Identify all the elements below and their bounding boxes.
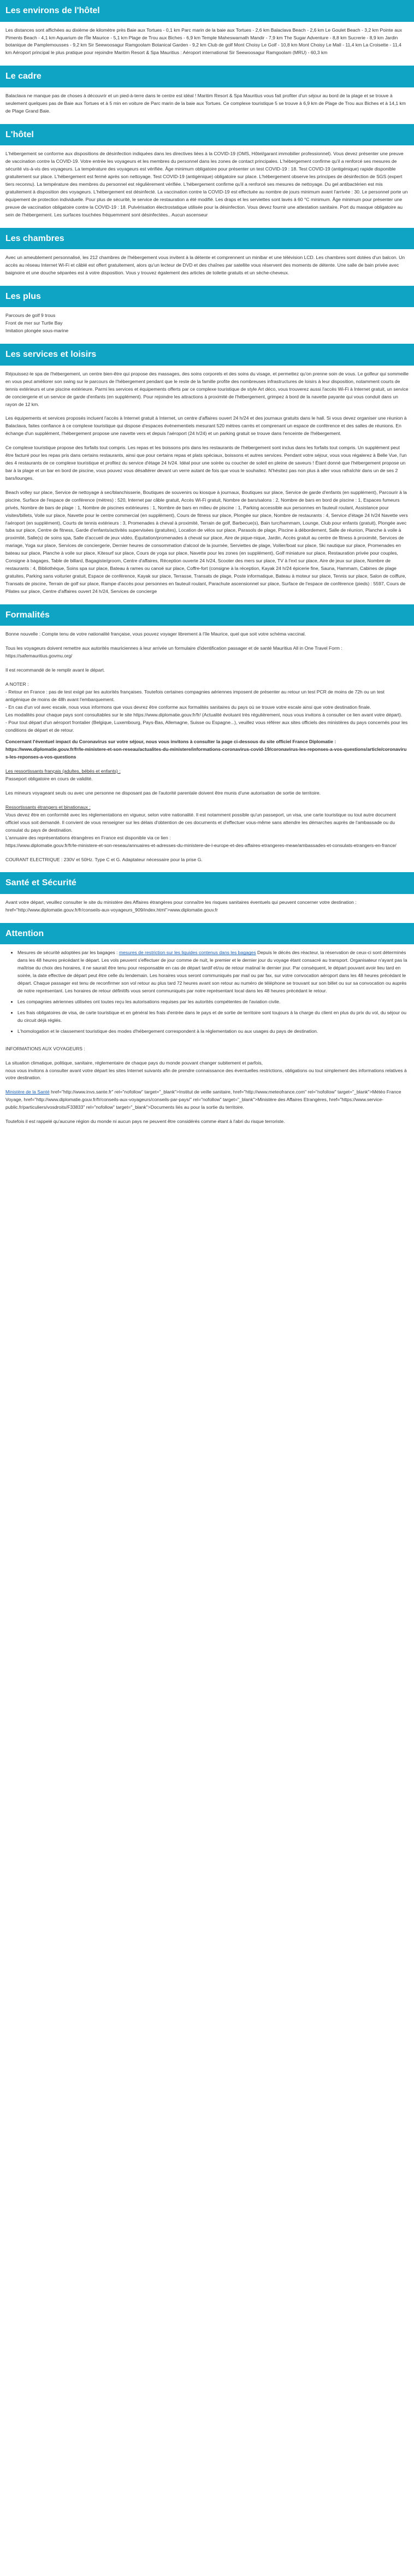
formalites-paragraph: Tous les voyageurs doivent remettre aux autorités mauriciennes à leur arrivée un formulaire d'identification passager et de santé Mauritius All in One Travel Form : https://safemauritius.govmu.org/ <box>5 645 342 659</box>
anoter-line: Les modalités pour chaque pays sont consultables sur le site https://www.diplomatie.gouv.fr/fr/ (Actualité évoluant très régulièrement, nous vous invitons à consulter ce lien avant votre départ). <box>5 711 403 717</box>
ressortissants-text: Passeport obligatoire en cours de validité. <box>5 776 93 782</box>
ressortissants-etrangers-text: Vous devez être en conformité avec les réglementations en vigueur, selon votre nationalité. Il est notamment possible qu'un passeport, un visa, une carte touristique ou tout autre document officiel vous soit demandé. Il convient de vous renseigner sur les délais d'obtention de ces documents et d'effectuer vous-même sans attendre les démarches auprès de l'ambassade ou du consulat du pays de destination. <box>5 811 396 833</box>
section-body-sante <box>0 894 414 923</box>
services-paragraph: Réjouissez-le spa de l'hébergement, un centre bien-être qui propose des massages, des soins corporels et des soins du visage, et permettez qu'on prenne soin de vous. Le golfeur qui sommeille en vous peut améliorer son swing sur le parcours de l'hébergement pendant que le reste de la famille profite des nombreuses infrastructures de loisirs à leur disposition, notamment courts de tennis extérieurs et une piscine extérieure. Parmi les services et équipements offerts par ce complexe touristique de style Art déco, vous trouverez aussi l'accès Wi-Fi à Internet gratuit, un service de conciergerie et un service de garde d'enfants (en supplément). Pour rejoindre les attractions à proximité de l'hébergement, grimpez à bord de la navette payante qui vous conduit dans un rayon de 12 km. <box>5 370 409 407</box>
section-body-services <box>0 366 414 604</box>
section-body-plus <box>0 307 414 344</box>
section-title-sante: Santé et Sécurité <box>0 872 414 894</box>
anoter-line: - En cas d'un vol avec escale, nous vous informons que vous devrez être conforme aux formalités sanitaires du pays où se trouve votre escale ainsi que votre destination finale. <box>5 704 371 710</box>
section-body-environs <box>0 22 414 66</box>
section-title-environs: Les environs de l'hôtel <box>0 0 414 22</box>
section-title-attention: Attention <box>0 923 414 945</box>
section-body-chambres <box>0 249 414 286</box>
section-body-formalites <box>0 626 414 872</box>
section-title-services: Les services et loisirs <box>0 344 414 366</box>
attention-bullets <box>5 949 409 1035</box>
formalites-paragraph: Bonne nouvelle : Compte tenu de votre nationalité française, vous pouvez voyager librement à l'île Maurice, quel que soit votre schéma vaccinal. <box>5 631 306 637</box>
concernant-link[interactable]: https://www.diplomatie.gouv.fr/fr/le-ministere-et-son-reseau/actualites-du-ministere/informations-coronavirus-covid-19/coronavirus-les-reponses-a-vos-questions/article/coronavirus-les-reponses-a-vos-questions <box>5 746 407 760</box>
annuaire-text: L'annuaire des représentations étrangères en France est disponible via ce lien : <box>5 834 171 840</box>
links-line-text: href="http://www.invs.sante.fr" rel="nofollow" target="_blank">Institut de veille sanitaire, href="http://www.meteofrance.com" rel="nofollow" target="_blank">Météo France Voyage, href="http://www.diplomatie.gouv.fr/fr/conseils-aux-voyageurs/conseils-par-pays/" rel="nofollow" target="_blank">Ministère des Affaires Etrangères, href="https://www.service-public.fr/particuliers/vosdroits/F33833" rel="nofollow" target="_blank">Documents liés au pour la sortie du territoire. <box>5 1089 401 1110</box>
services-paragraph: Ce complexe touristique propose des forfaits tout compris. Les repas et les boissons pris dans les restaurants de l'hébergement sont inclus dans les forfaits tout compris. Un supplément peut être facturé pour les repas pris dans certains restaurants, ainsi que pour certains repas et plats spéciaux, boissons et autres services. Pendant votre séjour, vous vous régalerez à Belle Vue, l'un des 4 restaurants de ce complexe touristique et profitez du service d'étage 24 h/24. Idéal pour une soirée ou coucher de soleil en pleine de saveurs ! Étant donné que l'hébergement propose un bar à la plage et un bar en bord de piscine, vous pouvez vous désaltérer devant un verre autant de fois que vous le souhaitez. N'hésitez pas non plus à aller vous rafraîchir dans un de ses 2 bars/lounges. <box>5 445 407 481</box>
section-title-plus: Les plus <box>0 286 414 308</box>
environs-text: Les distances sont affichées au dixième de kilomètre près Baie aux Tortues - 0,1 km Parc marin de la baie aux Tortues - 2,6 km Balaclava Beach - 2,6 km Le Goulet Beach - 3,2 km Pointe aux Piments Beach - 4,1 km Aquarium de l'Île Maurice - 5,1 km Plage de Trou aux Biches - 6,9 km Temple Maheswarnath Mandir - 7,9 km The Sugar Adventure - 8,8 km Sucrerie - 8,9 km Jardin botanique de Pamplemousses - 9,2 km Sir Seewoosagur Ramgoolam Botanical Garden - 9,2 km Club de golf Mont Choisy Le Golf - 10,8 km Mont Choisy Le Mall - 11,4 km La Croisette - 11,4 km Aéroport principal le plus pratique pour rejoindre Maritim Resort & Spa Mauritius : Aéroport international Sir Seewoosagur Ramgoolam (MRU) - 60,3 km <box>5 27 403 56</box>
chambres-text: Avec un ameublement personnalisé, les 212 chambres de l'hébergement vous invitent à la détente et comprennent un minibar et une télévision LCD. Les chambres sont dotées d'un balcon. Un accès au réseau Internet Wi-Fi et câblé est offert gratuitement, alors qu'un lecteur de DVD et des chaînes par satellite vous réservent des moments de détente. Une salle de bain privée avec baignoire et une douche séparées est à votre disposition. Vous y trouvez également des articles de toilette gratuits et un sèche-cheveux. <box>5 255 405 275</box>
sante-text: Avant votre départ, veuillez consulter le site du ministère des Affaires étrangères pour connaître les risques sanitaires éventuels qui peuvent concerner votre destination : href="http://www.diplomatie.gouv.fr/fr/conseils-aux-voyageurs_909/index.html">www.diplomatie.gouv.fr <box>5 899 357 913</box>
cadre-text: Balaclava ne manque pas de choses à découvrir et un pied-à-terre dans le centre est idéal ! Maritim Resort & Spa Mauritius vous fait profiter d'un séjour au bord de la plage et se trouve à seulement quelques pas de Baie aux Tortues et à 5 min en voiture de Parc marin de la baie aux Tortues. Ce complexe touristique 5 se trouve à 6,9 km de Plage de Trou aux Biches et à 14,1 km de Plage Grand Baie. <box>5 92 406 114</box>
ressortissants-etrangers-title: Ressortissants étrangers et binationaux : <box>5 804 91 810</box>
plus-item: Imitation plongée sous-marine <box>5 328 69 334</box>
attention-bullet-prefix: Les compagnies aériennes utilisées ont toutes reçu les autorisations requises par les autorités compétentes de l'aviation civile. <box>17 999 281 1005</box>
attention-bullet <box>17 1028 409 1036</box>
attention-bullet-prefix: Les frais obligatoires de visa, de carte touristique et en général les frais d'entrée dans le pays et de sortie de territoire sont toujours à la charge du client en plus du prix du vol, du séjour ou du circuit déjà réglés. <box>17 1009 406 1023</box>
plus-item: Parcours de golf 9 trous <box>5 313 56 319</box>
anoter-line: - Pour tout départ d'un aéroport frontalier (Belgique, Luxembourg, Pays-Bas, Allemagne, Suisse ou Espagne...), veuillez vous référer aux sites officiels des ministères du pays concernés pour les conditions de départ et de retour. <box>5 719 408 733</box>
info-text: La situation climatique, politique, sanitaire, réglementaire de chaque pays du monde pouvant changer subitement et parfois, <box>5 1060 263 1066</box>
annuaire-link[interactable]: https://www.diplomatie.gouv.fr/fr/le-ministere-et-son-reseau/annuaires-et-adresses-du-ministere-de-l-europe-et-des-affaires-etrangeres-meae/ambassades-et-consulats-etrangers-en-france/ <box>5 842 397 848</box>
section-title-cadre: Le cadre <box>0 66 414 87</box>
section-title-formalites: Formalités <box>0 604 414 626</box>
mineurs-text: Les mineurs voyageant seuls ou avec une personne ne disposant pas de l'autorité parentale doivent être munis d'une autorisation de sortie de territoire. <box>5 790 321 796</box>
ministere-sante-link[interactable]: Ministère de la Santé <box>5 1089 50 1095</box>
attention-bullet <box>17 949 409 995</box>
attention-bullet <box>17 1009 409 1025</box>
hotel-text: L'hébergement se conforme aux dispositions de désinfection indiquées dans les directives liées à la COVID-19 (OMS, Hôtel/garant immobilier professionnel). Vous devez présenter une preuve de vaccination contre la COVID-19. Votre entrée les voyageurs et les membres du personnel dans les zones de contact principales. L'hébergement confirme qu'il a renforcé ses mesures de sécurité vis-à-vis des voyageurs. La température des voyageurs est vérifiée. Âge minimum obligatoire pour présenter un test COVID-19 : 18. Test COVID-19 (antigénique) rapide disponible gratuitement sur place. L'hébergement est fermé après son nettoyage. Test COVID-19 (antigénique) obligatoire sur place. L'hébergement observe les principes de désinfection de SGS (expert tiers reconnu). La température des membres du personnel est régulièrement vérifiée. L'hébergement confirme qu'il a renforcé ses mesures de nettoyage. Du gel antibactérien est mis gratuitement à disposition des voyageurs. L'hébergement est désinfecté. La vaccination contre la COVID-19 est effectuée au nombre de jours minimum avant l'arrivée : 30. Le personnel porte un équipement de protection individuelle. Pour plus de sécurité, le service de restauration a été modifié. Les draps et les serviettes sont lavés à 60 °C minimum. Âge minimum pour présenter une preuve de vaccination obligatoire contre la COVID-19 : 18. Pulvérisation électrostatique utilisée pour la désinfection. Vous devez fournir une attestation sanitaire. Port du masque obligatoire au sein de l'hébergement. Les surfaces touchées fréquemment sont désinfectées.. Aucun ascenseur <box>5 151 408 217</box>
section-title-chambres: Les chambres <box>0 228 414 250</box>
attention-bullet <box>17 998 409 1006</box>
attention-bullet-prefix: Mesures de sécurité adoptées par les bagages : <box>17 950 118 956</box>
concernant-text: Concernant l'éventuel impact du Coronavirus sur votre séjour, nous vous invitons à consulter la page ci-dessous du site officiel France Diplomatie : <box>5 739 336 745</box>
services-paragraph: Beach volley sur place, Service de nettoyage à sec/blanchisserie, Boutiques de souvenirs ou kiosque à journaux, Boutiques sur place, Service de garde d'enfants (en supplément), Parcourir à la piscine, Surface de l'espace de conférence (mètres) : 520, Internet par câble gratuit, Accès Wi-Fi gratuit, Nombre de bars/salons : 2, Nombre de bars en bord de piscine : 1, Espaces fumeurs privés, Nombre de bars de plage : 1, Nombre de piscines extérieures : 1, Nombre de bars en milieu de piscine : 1, Parking accessible aux personnes en fauteuil roulant, Assistance pour visites/billets, Voile sur place, Navette pour le centre commercial (en supplément), Cours de fitness sur place, Plongée sur place, Nombre de restaurants : 4, Service d'étage 24 h/24 Navette vers l'aéroport (en supplément), Courts de tennis extérieurs : 3, Promenades à cheval à proximité, Terrain de golf, Barbecue(s), Bain turc/hammam, Lounge, Club pour enfants (gratuit), Plongée avec tuba sur place, Centre de fitness, Garde d'enfants/activités supervisées (gratuites), Location de vélos sur place, Parasols de plage, Piscine à débordement, Salle de réunion, Planche à voile à proximité, Salle(s) de soins spa, Salle d'accueil de jeux vidéo, Équitation/promenades à cheval sur place, Aire de pique-nique, Jardin, Accès gratuit au centre de fitness à proximité, Services de mariage, Yoga sur place, Services de conciergerie, Dernier heures de consommation d'alcool de la journée, Serviettes de plage, Voilier/boat sur place, Ski nautique sur place, Promenades en bateau sur place, Planche à voile sur place, Kitesurf sur place, Cours de yoga sur place, Navette pour les zones (en supplément), Golf miniature sur place, Restauration privée pour couples, Consigne à bagages, Table de billard, Bagagiste/groom, Centre d'affaires, Réception ouverte 24 h/24, Scooter des mers sur place, TV à l'ext sur place, Aire de jeux sur place, Nombre de restaurants : 4, Bibliothèque, Soins spa sur place, Bateau à rames ou canoë sur place, Coffre-fort (consigne à la réception, Kayak 24 h/24 épicerie fine, Sauna, Hammam, Cabines de plage gratuites, Parking sans voiturier gratuit, Espace de conférence, Kayak sur place, Terrasse, Transats de plage, Poste informatique, Bateau à moteur sur place, Tennis sur place, Salon de coiffure, Transats de piscine, Terrain de golf sur place, Rampe d'accès pour personnes en fauteuil roulant, Parachute ascensionnel sur place, Surface de l'espace de conférence (pieds) : 5597, Cours de Pilates sur place, Centre d'affaires ouvert 24 h/24, Services de concierge <box>5 489 408 594</box>
footer-text: Toutefois il est rappelé qu'aucune région du monde ni aucun pays ne peuvent être considérés comme étant à l'abri du risque terroriste. <box>5 1119 285 1125</box>
attention-bullet-suffix: Depuis le décès des réacteur, la réservation de ceux-ci sont déterminés dans les 48 heures précédant le départ. Les vols peuvent s'effectuer de jour comme de nuit, le premier et le dernier jour du voyage étant consacré au transport. Organisateur n'ayant pas la maîtrise du choix des horaires, il ne saurait être tenu pour responsable en cas de départ tardif et/ou de retour matinal le dernier jour. Par conséquent, le départ pouvant avoir lieu tard en soirée, la date effective de départ peut être celle du lendemain. Les horaires vous seront communiqués par mail ou par fax, sur votre convocation aéroport dans les 48 heures précédant le départ. Chaque passager est tenu de reconfirmer son vol retour au plus tard 72 heures avant son retour au numéro de téléphone se trouvant sur son billet ou sur sa convocation ou auprès de notre représentant. Les horaires de retour définitifs vous seront communiqués par notre représentant local dans les 48 heures précédant le retour. <box>17 950 407 994</box>
anoter-title: A NOTER : <box>5 681 29 687</box>
ressortissants-title: Les ressortissants français (adultes, bébés et enfants) : <box>5 768 121 774</box>
courant-text: COURANT ELECTRIQUE : 230V et 50Hz. Type C et G. Adaptateur nécessaire pour la prise G. <box>5 856 203 862</box>
liquides-link[interactable]: mesures de restriction sur les liquides contenus dans les bagages <box>119 950 256 956</box>
section-body-cadre <box>0 87 414 124</box>
info-text-2: nous vous invitons à consulter avant votre départ les sites Internet suivants afin de prendre connaissance des éventuelles restrictions, obligations ou tout simplement des informations relatives à votre destination. <box>5 1067 407 1081</box>
formalites-paragraph: Il est recommandé de le remplir avant le départ. <box>5 667 105 673</box>
links-line <box>5 1089 409 1111</box>
info-title: INFORMATIONS AUX VOYAGEURS : <box>5 1045 85 1051</box>
section-body-attention <box>0 944 414 1134</box>
services-paragraph: Les équipements et services proposés incluent l'accès à Internet gratuit à Internet, un centre d'affaires ouvert 24 h/24 et des journaux gratuits dans le hall. Si vous devez organiser une réunion à Balaclava, faites confiance à ce complexe touristique qui dispose d'espaces événementiels mesurant 520 mètres carrés et comprenant un espace de conférence et des salles de réunions. En échange d'un supplément, l'hébergement propose une navette vers et depuis l'aéroport (24 h/24) et un parking gratuit se trouve dans l'enceinte de l'hébergement. <box>5 415 407 437</box>
attention-bullet-prefix: L'homologation et le classement touristique des modes d'hébergement correspondent à la réglementation ou aux usages du pays de destination. <box>17 1028 318 1034</box>
section-title-hotel: L'hôtel <box>0 124 414 146</box>
plus-item: Front de mer sur Turtle Bay <box>5 320 63 326</box>
anoter-line: - Retour en France : pas de test exigé par les autorités françaises. Toutefois certaines compagnies aériennes imposent de présenter au retour un test PCR de moins de 72h ou un test antigénique de moins de 48h avant l'embarquement. <box>5 689 385 702</box>
section-body-hotel <box>0 145 414 227</box>
